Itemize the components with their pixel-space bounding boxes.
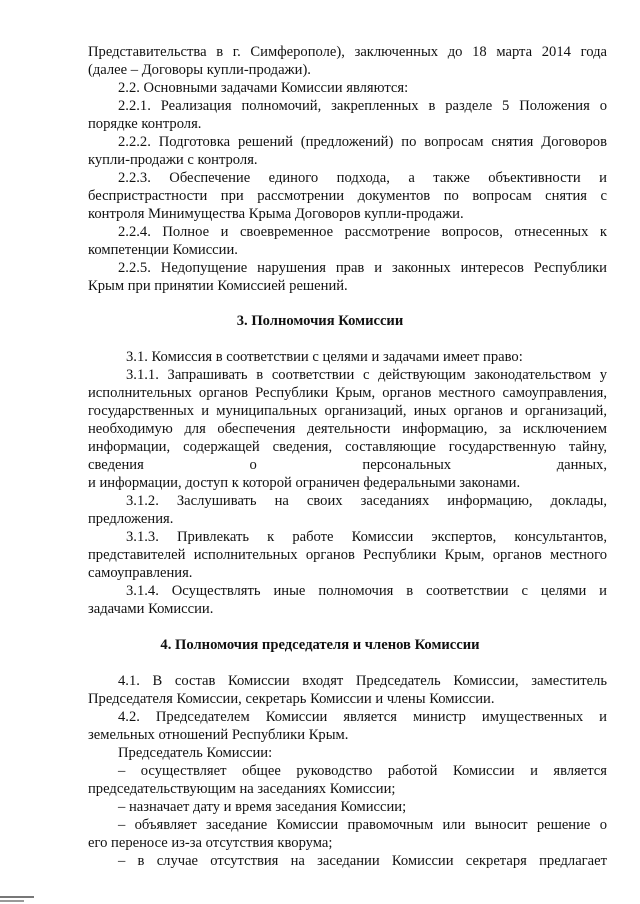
text-line: Представительства в г. Симферополе), заключенных до 18 марта 2014 года xyxy=(88,44,607,60)
text-line: Крым при принятии Комиссией решений. xyxy=(88,278,348,294)
text-line: 3.1.3. Привлекать к работе Комиссии экспертов, консультантов, xyxy=(126,529,607,545)
text-line: – осуществляет общее руководство работой Комиссии и является xyxy=(118,763,607,779)
text-line: компетенции Комиссии. xyxy=(88,242,238,258)
text-line: беспристрастности при рассмотрении документов по вопросам снятия с xyxy=(88,188,607,204)
text-line: исполнительных органов Республики Крым, органов местного самоуправления, xyxy=(88,385,607,401)
text-line: 2.2.3. Обеспечение единого подхода, а также объективности и xyxy=(118,170,607,186)
text-line: Председатель Комиссии: xyxy=(118,745,273,761)
text-line: – в случае отсутствия на заседании Комиссии секретаря предлагает xyxy=(118,853,607,869)
scan-edge-mark-2 xyxy=(0,900,24,902)
text-line: 3.1.2. Заслушивать на своих заседаниях информацию, доклады, xyxy=(126,493,607,509)
text-line: Председателя Комиссии, секретарь Комиссии и члены Комиссии. xyxy=(88,691,495,707)
scan-edge-mark xyxy=(0,896,34,898)
text-line: (далее – Договоры купли-продажи). xyxy=(88,62,311,78)
text-line: 4.2. Председателем Комиссии является министр имущественных и xyxy=(118,709,607,725)
text-line: 2.2.5. Недопущение нарушения прав и законных интересов Республики xyxy=(118,260,607,276)
text-line: купли-продажи с контроля. xyxy=(88,152,258,168)
text-line: представителей исполнительных органов Республики Крым, органов местного xyxy=(88,547,607,563)
section-heading: 4. Полномочия председателя и членов Комиссии xyxy=(160,637,480,653)
text-line: 4.1. В состав Комиссии входят Председатель Комиссии, заместитель xyxy=(118,673,607,689)
text-line: задачами Комиссии. xyxy=(88,601,214,617)
section-heading: 3. Полномочия Комиссии xyxy=(236,313,404,329)
text-line: сведения о персональных данных, xyxy=(88,457,607,473)
text-line: контроля Минимущества Крыма Договоров купли-продажи. xyxy=(88,206,464,222)
text-line: – объявляет заседание Комиссии правомочным или выносит решение о xyxy=(118,817,607,833)
text-line: 3.1.4. Осуществлять иные полномочия в соответствии с целями и xyxy=(126,583,607,599)
text-line: земельных отношений Республики Крым. xyxy=(88,727,349,743)
text-line: порядке контроля. xyxy=(88,116,202,132)
text-line: председательствующим на заседаниях Комиссии; xyxy=(88,781,396,797)
text-line: необходимую для обеспечения деятельности информацию, за исключением xyxy=(88,421,607,437)
text-line: 3.1.1. Запрашивать в соответствии с действующим законодательством у xyxy=(126,367,607,383)
text-line: самоуправления. xyxy=(88,565,193,581)
text-line: предложения. xyxy=(88,511,174,527)
text-line: – назначает дату и время заседания Комиссии; xyxy=(118,799,407,815)
text-line: и информации, доступ к которой ограничен федеральными законами. xyxy=(88,475,521,491)
text-line: 2.2. Основными задачами Комиссии являются: xyxy=(118,80,409,96)
text-line: 3.1. Комиссия в соответствии с целями и задачами имеет право: xyxy=(126,349,523,365)
text-line: государственных и муниципальных организаций, иных органов и организаций, xyxy=(88,403,607,419)
text-line: 2.2.1. Реализация полномочий, закрепленных в разделе 5 Положения о xyxy=(118,98,607,114)
text-line: 2.2.2. Подготовка решений (предложений) по вопросам снятия Договоров xyxy=(118,134,607,150)
text-line: информации, содержащей сведения, составляющие государственную тайну, xyxy=(88,439,607,455)
text-line: 2.2.4. Полное и своевременное рассмотрение вопросов, отнесенных к xyxy=(118,224,607,240)
text-line: его переносе из-за отсутствия кворума; xyxy=(88,835,333,851)
